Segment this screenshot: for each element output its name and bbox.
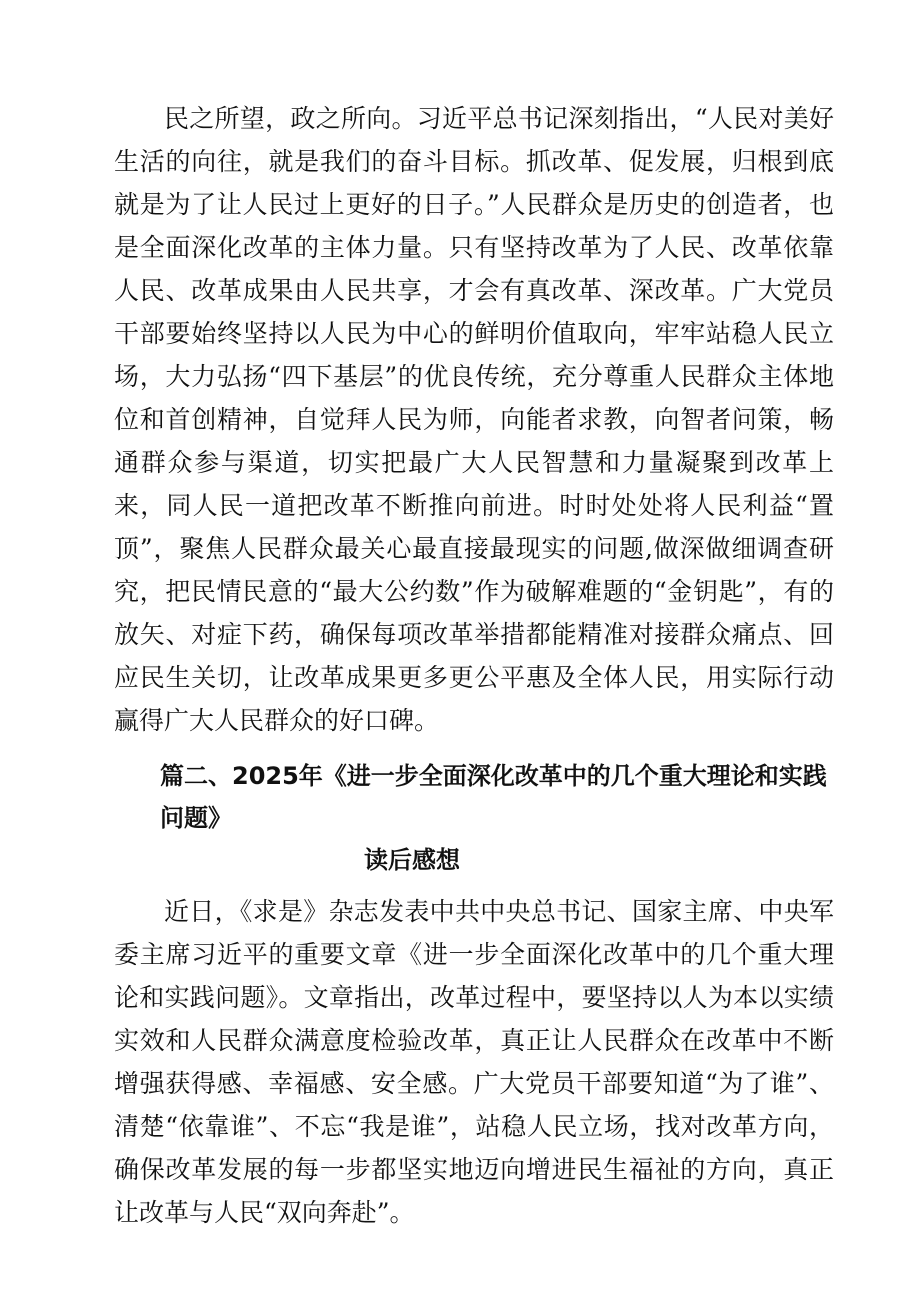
section-heading [160,755,840,881]
body-paragraph-1: 民之所望，政之所向。习近平总书记深刻指出，“人民对美好生活的向往，就是我们的奋斗目标。抓改革、促发展，归根到底就是为了让人民过上更好的日子。”人民群众是历史的创造者，也是全面深化改革的主体力量。只有坚持改革为了人民、改革依靠人民、改革成果由人民共享，才会有真改革、深改革。广大党员干部要始终坚持以人民为中心的鲜明价值取向，牢牢站稳人民立场，大力弘扬“四下基层”的优良传统，充分尊重人民群众主体地位和首创精神，自觉拜人民为师，向能者求教，向智者问策，畅通群众参与渠道，切实把最广大人民智慧和力量凝聚到改革上来，同人民一道把改革不断推向前进。时时处处将人民利益“置顶”，聚焦人民群众最关心最直接最现实的问题,做深做细调查研究，把民情民意的“最大公约数”作为破解难题的“金钥匙”，有的放矢、对症下药，确保每项改革举措都能精准对接群众痛点、回应民生关切，让改革成果更多更公平惠及全体人民，用实际行动赢得广大人民群众的好口碑。 [114,104,834,735]
section-heading-line-1: 篇二、2025年《进一步全面深化改革中的几个重大理论和实践问题》 [160,762,827,832]
body-paragraph-2: 近日，《求是》杂志发表中共中央总书记、国家主席、中央军委主席习近平的重要文章《进一步全面深化改革中的几个重大理论和实践问题》。文章指出，改革过程中，要坚持以人为本以实绩实效和人民群众满意度检验改革，真正让人民群众在改革中不断增强获得感、幸福感、安全感。广大党员干部要知道“为了谁”、清楚“依靠谁”、不忘“我是谁”，站稳人民立场，找对改革方向，确保改革发展的每一步都坚实地迈向增进民生福祉的方向，真正让改革与人民“双向奔赴”。 [114,897,834,1227]
section-heading-line-2: 读后感想 [364,846,460,874]
